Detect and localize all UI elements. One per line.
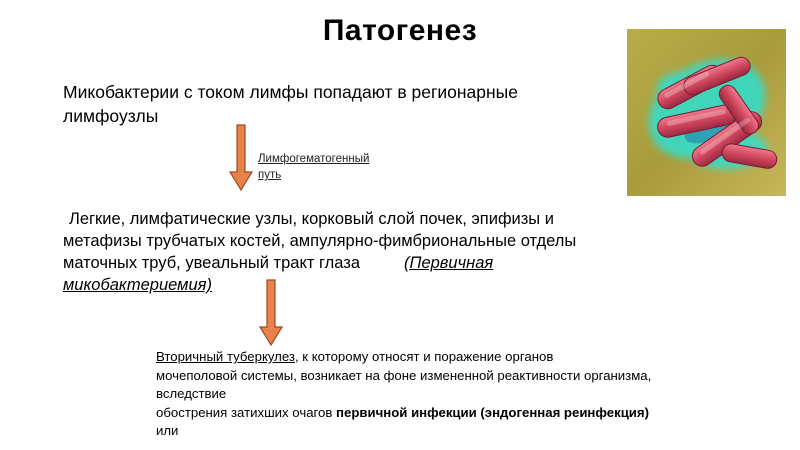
route-label-line-1: Лимфогематогенный (258, 153, 370, 165)
mycobacteria-micrograph (627, 29, 786, 196)
organs-list-text (63, 208, 703, 296)
micrograph-image (627, 29, 786, 196)
organs-line-2: метафизы трубчатых костей, ампулярно-фимбриональные отделы (63, 232, 577, 250)
intro-text (63, 80, 643, 128)
primary-mycobacteremia-term-1: (Первичная (404, 254, 494, 272)
route-label (258, 151, 369, 183)
intro-line-2: лимфоузлы (63, 106, 159, 126)
secondary-line-1-rest: , к которому относят и поражение органов (294, 349, 554, 364)
secondary-line-4 (156, 404, 796, 423)
route-label-line-2: путь (258, 169, 282, 181)
organs-line-1: Легкие, лимфатические узлы, корковый слой почек, эпифизы и (69, 210, 554, 228)
secondary-tb-term: Вторичный туберкулез (156, 349, 295, 364)
down-arrow-icon (229, 124, 253, 192)
secondary-line-4-a: обострения затихших очагов (156, 404, 337, 420)
organs-line-3 (63, 252, 703, 274)
intro-line-1: Микобактерии с током лимфы попадают в регионарные (63, 82, 518, 102)
secondary-line-2: мочеполовой системы, возникает на фоне измененной реактивности организма, (156, 367, 652, 383)
down-arrow-icon-2 (259, 279, 283, 347)
organs-line-3-text: маточных труб, увеальный тракт глаза (63, 254, 360, 272)
primary-infection-term: первичной инфекции (эндогенная реинфекция) (336, 404, 649, 420)
secondary-line-5: или (156, 423, 179, 438)
secondary-line-3: вследствие (156, 386, 227, 401)
slide-title: Патогенез (322, 14, 478, 47)
secondary-tb-text (156, 348, 796, 441)
secondary-line-1 (156, 348, 796, 367)
primary-mycobacteremia-term-2: микобактериемия) (63, 276, 212, 294)
